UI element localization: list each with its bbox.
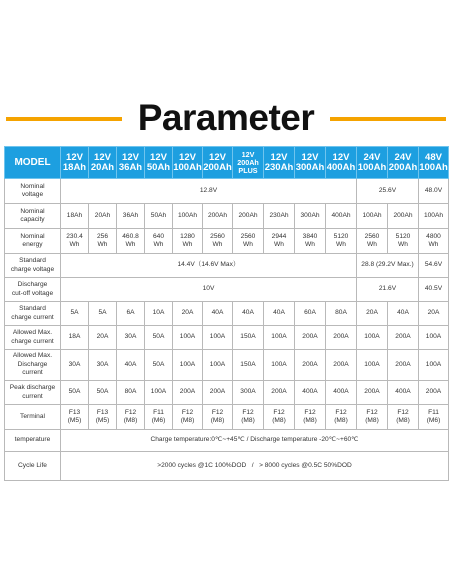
row-label: Discharge cut-off voltage: [5, 278, 61, 302]
table-cell: 100A: [419, 326, 449, 350]
row-discharge-cutoff: [5, 278, 449, 302]
row-label: Nominal energy: [5, 229, 61, 254]
table-cell: 20A: [173, 302, 203, 326]
table-cell: 20A: [89, 326, 117, 350]
temperature-value: Charge temperature:0℃~+45℃ / Discharge temperature -20℃~+60℃: [61, 430, 449, 452]
table-cell: 40A: [203, 302, 233, 326]
table-cell: 3840 Wh: [295, 229, 326, 254]
row-label: Cycle Life: [5, 452, 61, 481]
row-label: temperature: [5, 430, 61, 452]
table-cell: 40A: [388, 302, 419, 326]
table-cell: 460.8 Wh: [117, 229, 145, 254]
table-cell: 30A: [89, 350, 117, 381]
row-allowed-max-charge: [5, 326, 449, 350]
cell-24v: 28.8 (29.2V Max.): [357, 254, 419, 278]
header-col: 12V 200Ah PLUS: [233, 147, 264, 179]
table-cell: 200A: [295, 326, 326, 350]
table-cell: 50Ah: [145, 204, 173, 229]
row-standard-charge-voltage: [5, 254, 449, 278]
header-row: [5, 147, 449, 179]
table-cell: 40A: [233, 302, 264, 326]
table-cell: F13 (M5): [89, 405, 117, 430]
table-cell: 200Ah: [388, 204, 419, 229]
table-cell: F11 (M6): [419, 405, 449, 430]
header-col: 12V 230Ah: [264, 147, 295, 179]
table-cell: 400A: [295, 381, 326, 405]
header-col: 12V 200Ah: [203, 147, 233, 179]
table-cell: 200A: [295, 350, 326, 381]
table-cell: 200A: [357, 381, 388, 405]
cell-24v: 25.6V: [357, 179, 419, 204]
cell-48v: 48.0V: [419, 179, 449, 204]
table-cell: 50A: [145, 350, 173, 381]
table-cell: 100Ah: [419, 204, 449, 229]
table-cell: 2944 Wh: [264, 229, 295, 254]
table-cell: F12 (M8): [295, 405, 326, 430]
title-bar-left: [6, 117, 122, 121]
table-cell: 50A: [89, 381, 117, 405]
table-cell: 150A: [233, 350, 264, 381]
table-cell: 18Ah: [61, 204, 89, 229]
row-label: Standard charge voltage: [5, 254, 61, 278]
table-cell: 100A: [203, 350, 233, 381]
table-cell: F12 (M8): [173, 405, 203, 430]
table-cell: 256 Wh: [89, 229, 117, 254]
cell-48v: 40.5V: [419, 278, 449, 302]
table-cell: F12 (M8): [203, 405, 233, 430]
header-col: 12V 18Ah: [61, 147, 89, 179]
page-title: Parameter: [137, 97, 315, 138]
row-nominal-energy: [5, 229, 449, 254]
table-cell: 80A: [117, 381, 145, 405]
table-cell: F12 (M8): [264, 405, 295, 430]
table-cell: 40A: [264, 302, 295, 326]
row-temperature: [5, 430, 449, 452]
table-cell: 200Ah: [203, 204, 233, 229]
header-col: 12V 36Ah: [117, 147, 145, 179]
table-cell: 5120 Wh: [388, 229, 419, 254]
table-cell: 400A: [388, 381, 419, 405]
table-cell: 60A: [295, 302, 326, 326]
table-cell: 100A: [264, 326, 295, 350]
row-standard-charge-current: [5, 302, 449, 326]
table-cell: 50A: [145, 326, 173, 350]
table-cell: 40A: [117, 350, 145, 381]
header-col: 48V 100Ah: [419, 147, 449, 179]
table-cell: 80A: [326, 302, 357, 326]
table-cell: F12 (M8): [326, 405, 357, 430]
row-cycle-life: [5, 452, 449, 481]
table-cell: 300A: [233, 381, 264, 405]
row-allowed-max-discharge: [5, 350, 449, 381]
row-nominal-voltage: [5, 179, 449, 204]
table-cell: 50A: [61, 381, 89, 405]
table-cell: 100A: [145, 381, 173, 405]
table-cell: 200A: [419, 381, 449, 405]
row-peak-discharge: [5, 381, 449, 405]
title-bar-right: [330, 117, 446, 121]
table-cell: 200A: [264, 381, 295, 405]
table-cell: 100A: [173, 326, 203, 350]
header-col: 12V 400Ah: [326, 147, 357, 179]
table-cell: 100A: [203, 326, 233, 350]
table-cell: 230.4 Wh: [61, 229, 89, 254]
table-cell: 2560 Wh: [357, 229, 388, 254]
header-col: 12V 50Ah: [145, 147, 173, 179]
header-col: 24V 200Ah: [388, 147, 419, 179]
table-cell: 100A: [264, 350, 295, 381]
cell-12v: 14.4V（14.6V Max）: [61, 254, 357, 278]
cell-12v: 12.8V: [61, 179, 357, 204]
header-col: 12V 20Ah: [89, 147, 117, 179]
title-banner: [0, 98, 452, 140]
table-cell: 4800 Wh: [419, 229, 449, 254]
row-label: Terminal: [5, 405, 61, 430]
row-label: Allowed Max. charge current: [5, 326, 61, 350]
table-cell: 30A: [61, 350, 89, 381]
table-cell: 100A: [419, 350, 449, 381]
table-cell: 20Ah: [89, 204, 117, 229]
header-col: 12V 100Ah: [173, 147, 203, 179]
table-cell: 30A: [117, 326, 145, 350]
table-cell: F12 (M8): [388, 405, 419, 430]
table-cell: F11 (M6): [145, 405, 173, 430]
row-label: Standard charge current: [5, 302, 61, 326]
table-cell: 200Ah: [233, 204, 264, 229]
table-cell: F12 (M8): [357, 405, 388, 430]
row-label: Nominal capacity: [5, 204, 61, 229]
cell-12v: 10V: [61, 278, 357, 302]
table-cell: 1280 Wh: [173, 229, 203, 254]
table-cell: 10A: [145, 302, 173, 326]
table-cell: 150A: [233, 326, 264, 350]
row-label: Allowed Max. Discharge current: [5, 350, 61, 381]
table-cell: 100Ah: [173, 204, 203, 229]
table-cell: F12 (M8): [117, 405, 145, 430]
parameter-table: [4, 146, 449, 481]
table-cell: 2560 Wh: [233, 229, 264, 254]
table-cell: 100A: [357, 326, 388, 350]
table-cell: 18A: [61, 326, 89, 350]
table-cell: 400Ah: [326, 204, 357, 229]
row-terminal: [5, 405, 449, 430]
table-cell: 200A: [173, 381, 203, 405]
header-model: MODEL: [5, 147, 61, 179]
table-cell: 20A: [419, 302, 449, 326]
row-label: Peak discharge current: [5, 381, 61, 405]
table-cell: F13 (M5): [61, 405, 89, 430]
row-label: Nominal voltage: [5, 179, 61, 204]
table-cell: 400A: [326, 381, 357, 405]
row-nominal-capacity: [5, 204, 449, 229]
table-cell: 200A: [326, 326, 357, 350]
table-cell: 5120 Wh: [326, 229, 357, 254]
table-cell: 5A: [61, 302, 89, 326]
table-cell: 640 Wh: [145, 229, 173, 254]
table-cell: 36Ah: [117, 204, 145, 229]
table-cell: 5A: [89, 302, 117, 326]
table-cell: 100Ah: [357, 204, 388, 229]
cell-48v: 54.6V: [419, 254, 449, 278]
table-cell: 100A: [357, 350, 388, 381]
cycle-life-value: >2000 cycles @1C 100%DOD / > 8000 cycles @0.5C 50%DOD: [61, 452, 449, 481]
table-cell: 6A: [117, 302, 145, 326]
table-cell: 300Ah: [295, 204, 326, 229]
table-cell: 100A: [173, 350, 203, 381]
cell-24v: 21.6V: [357, 278, 419, 302]
header-col: 24V 100Ah: [357, 147, 388, 179]
table-cell: F12 (M8): [233, 405, 264, 430]
table-cell: 200A: [326, 350, 357, 381]
table-cell: 2560 Wh: [203, 229, 233, 254]
table-cell: 200A: [388, 350, 419, 381]
table-cell: 200A: [388, 326, 419, 350]
table-cell: 230Ah: [264, 204, 295, 229]
table-cell: 200A: [203, 381, 233, 405]
header-col: 12V 300Ah: [295, 147, 326, 179]
table-cell: 20A: [357, 302, 388, 326]
